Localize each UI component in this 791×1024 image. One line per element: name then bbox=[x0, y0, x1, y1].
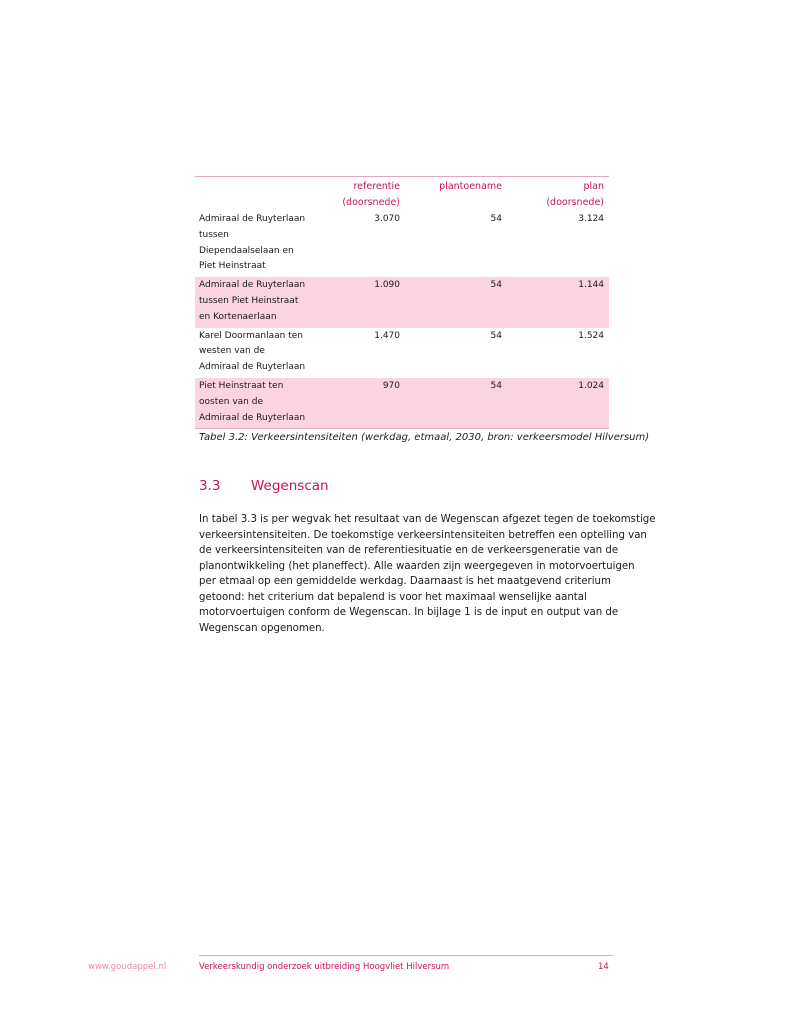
row-label-line: Admiraal de Ruyterlaan bbox=[199, 362, 306, 373]
row-label-line: Karel Doormanlaan ten bbox=[199, 330, 303, 341]
table-row bbox=[195, 378, 609, 428]
footer-document-title: Verkeerskundig onderzoek uitbreiding Hoogvliet Hilversum bbox=[199, 962, 450, 972]
section-heading bbox=[199, 478, 329, 494]
cell-referentie: 1.470 bbox=[374, 330, 400, 341]
row-label-line: oosten van de bbox=[199, 396, 263, 407]
row-label bbox=[195, 211, 320, 277]
row-label-line: Diependaalselaan en bbox=[199, 245, 294, 256]
header-referentie-line2: (doorsnede) bbox=[342, 197, 400, 208]
cell-plantoename: 54 bbox=[490, 330, 502, 341]
header-plantoename-line1: plantoename bbox=[439, 181, 502, 192]
cell-referentie: 3.070 bbox=[374, 214, 400, 224]
header-road-segment bbox=[195, 177, 320, 211]
paragraph-line: de verkeersintensiteiten van de referentiesituatie en de verkeersgeneratie van de bbox=[199, 545, 619, 556]
table-caption: Tabel 3.2: Verkeersintensiteiten (werkdag, etmaal, 2030, bron: verkeersmodel Hilversum) bbox=[199, 432, 650, 443]
table-bottom-rule bbox=[195, 428, 609, 429]
header-referentie bbox=[320, 177, 400, 211]
footer-website: www.goudappel.nl bbox=[88, 962, 167, 972]
cell-plan: 3.124 bbox=[578, 214, 604, 224]
row-label bbox=[195, 378, 320, 428]
paragraph-line: planontwikkeling (het planeffect). Alle waarden zijn weergegeven in motorvoertuigen bbox=[199, 560, 635, 572]
paragraph-line: In tabel 3.3 is per wegvak het resultaat van de Wegenscan afgezet tegen de toekomstige bbox=[199, 514, 656, 525]
row-label-line: en Kortenaerlaan bbox=[199, 311, 277, 322]
row-label-line: westen van de bbox=[199, 346, 265, 357]
cell-plantoename: 54 bbox=[490, 214, 502, 224]
table-row bbox=[195, 211, 609, 277]
cell-plan: 1.144 bbox=[578, 280, 604, 291]
footer-rule bbox=[199, 955, 613, 956]
cell-plantoename: 54 bbox=[490, 380, 502, 391]
paragraph-line: motorvoertuigen conform de Wegenscan. In bijlage 1 is de input en output van de bbox=[199, 607, 619, 618]
cell-referentie: 1.090 bbox=[374, 280, 400, 291]
cell-plan: 1.524 bbox=[578, 330, 604, 341]
header-plan-line2: (doorsnede) bbox=[546, 197, 604, 208]
row-label-line: Admiraal de Ruyterlaan bbox=[199, 412, 306, 423]
row-label-line: Piet Heinstraat bbox=[199, 261, 266, 272]
paragraph-line: verkeersintensiteiten. De toekomstige verkeersintensiteiten betreffen een optelling van bbox=[199, 529, 647, 541]
paragraph-line: getoond: het criterium dat bepalend is voor het maximaal wenselijke aantal bbox=[199, 591, 587, 603]
row-label-line: Piet Heinstraat ten bbox=[199, 380, 284, 391]
header-plantoename bbox=[400, 177, 502, 211]
header-plan-line1: plan bbox=[583, 181, 604, 192]
cell-referentie: 970 bbox=[382, 380, 400, 391]
row-label-line: tussen bbox=[199, 229, 229, 240]
table-row bbox=[195, 277, 609, 327]
row-label bbox=[195, 328, 320, 378]
traffic-intensity-table bbox=[195, 176, 609, 429]
section-title: Wegenscan bbox=[251, 478, 329, 494]
cell-plan: 1.024 bbox=[578, 380, 604, 391]
row-label bbox=[195, 277, 320, 327]
paragraph-line: per etmaal op een gemiddelde werkdag. Daarnaast is het maatgevend criterium bbox=[199, 576, 611, 587]
header-referentie-line1: referentie bbox=[353, 181, 400, 192]
page-number: 14 bbox=[598, 962, 609, 972]
header-plan bbox=[502, 177, 609, 211]
table-row bbox=[195, 328, 609, 378]
paragraph-line: Wegenscan opgenomen. bbox=[199, 622, 325, 634]
cell-plantoename: 54 bbox=[490, 280, 502, 291]
table-header-row bbox=[195, 177, 609, 211]
row-label-line: Admiraal de Ruyterlaan bbox=[199, 280, 306, 291]
row-label-line: tussen Piet Heinstraat bbox=[199, 295, 299, 306]
section-number: 3.3 bbox=[199, 478, 221, 494]
row-label-line: Admiraal de Ruyterlaan bbox=[199, 214, 306, 224]
body-paragraph bbox=[199, 512, 656, 636]
